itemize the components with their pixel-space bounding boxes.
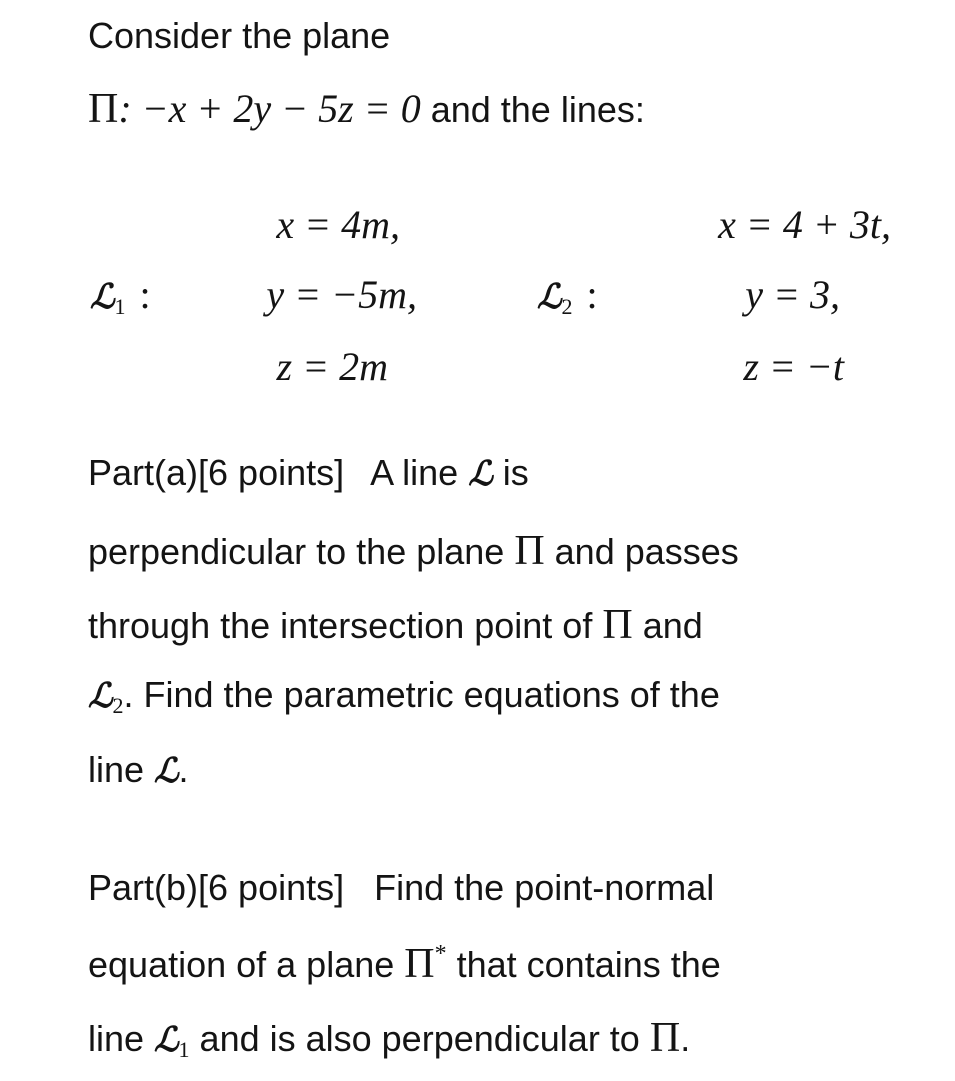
line1-z-equation: z = 2m — [276, 344, 388, 389]
part-a-line-4 — [88, 674, 720, 718]
part-b-label: Part(b)[6 points] — [88, 867, 345, 908]
plane-definition — [88, 88, 645, 130]
line2-colon: : — [586, 272, 598, 317]
part-b-text: . — [680, 1018, 691, 1059]
line1-symbol: ℒ — [154, 1020, 179, 1060]
line1-label — [90, 272, 151, 319]
part-a-line-5 — [88, 749, 189, 791]
line1-subscript: 1 — [114, 294, 126, 319]
part-b-text: Find the point-normal — [374, 867, 715, 908]
part-b-line-2 — [88, 943, 721, 985]
line2-symbol: ℒ — [88, 676, 113, 716]
line2-z-equation: z = −t — [743, 344, 844, 389]
plane-symbol: Π — [88, 86, 119, 132]
part-b-line-3 — [88, 1015, 691, 1062]
part-a-text: . — [178, 749, 189, 790]
part-a-text: . Find the parametric equations of the — [123, 674, 720, 715]
line1-subscript: 1 — [178, 1037, 190, 1062]
part-a-line-1 — [88, 452, 529, 494]
part-a-text: and — [632, 605, 703, 646]
line-l-symbol: ℒ — [154, 751, 179, 791]
part-b-text: line — [88, 1018, 155, 1059]
part-b-line-1 — [88, 867, 715, 908]
part-a-text: and passes — [544, 531, 739, 572]
line1-x-equation: x = 4m, — [276, 202, 400, 247]
plane-symbol: Π — [649, 1015, 681, 1061]
plane-symbol: Π — [602, 602, 633, 648]
line2-y-equation: y = 3, — [745, 272, 840, 317]
part-a-line-2 — [88, 530, 739, 572]
line1-y-equation: y = −5m, — [266, 272, 417, 317]
part-b-text: that contains the — [446, 944, 721, 985]
part-a-label: Part(a)[6 points] — [88, 452, 345, 493]
part-a-text: A line — [370, 452, 469, 493]
part-a-text: through the intersection point of — [88, 605, 603, 646]
part-a-line-3 — [88, 604, 703, 646]
intro-title: Consider the plane — [88, 15, 391, 56]
part-a-text: perpendicular to the plane — [88, 531, 515, 572]
lines-intro: and the lines: — [420, 89, 645, 130]
part-b-text: equation of a plane — [88, 944, 405, 985]
line2-symbol: ℒ — [537, 277, 562, 317]
line1-colon: : — [139, 272, 151, 317]
line1-symbol: ℒ — [90, 277, 115, 317]
plane-symbol: Π — [514, 528, 545, 574]
line2-subscript: 2 — [112, 693, 124, 718]
part-b-text: and is also perpendicular to — [189, 1018, 650, 1059]
line2-x-equation: x = 4 + 3t, — [718, 202, 891, 247]
line-l-symbol: ℒ — [468, 454, 493, 494]
plane-equation: : −x + 2y − 5z = 0 — [118, 86, 421, 131]
line2-label — [537, 272, 598, 319]
part-a-text: is — [492, 452, 529, 493]
part-a-text: line — [88, 749, 155, 790]
plane-star-symbol: Π — [404, 941, 435, 987]
star-superscript: * — [434, 941, 447, 967]
line2-subscript: 2 — [561, 294, 573, 319]
